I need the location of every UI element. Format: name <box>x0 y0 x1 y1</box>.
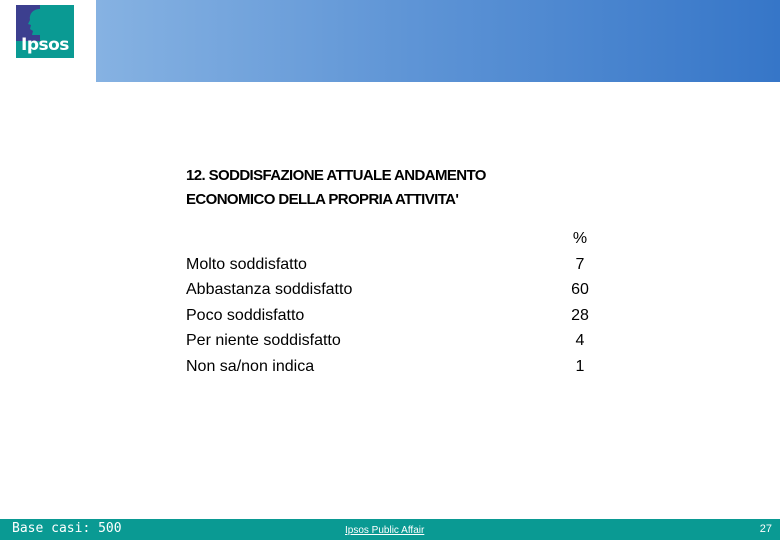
row-label: Abbastanza soddisfatto <box>186 281 353 299</box>
row-value: 7 <box>575 255 585 273</box>
ipsos-logo <box>16 5 74 58</box>
row-label: Poco soddisfatto <box>186 306 305 324</box>
row-label: Molto soddisfatto <box>186 255 307 273</box>
row-value: 60 <box>571 281 589 299</box>
question-title <box>186 164 606 212</box>
base-cases: Base casi: 500 <box>12 521 122 536</box>
table-row <box>186 252 600 278</box>
footer-bar <box>0 519 780 540</box>
table-row <box>186 303 600 329</box>
percent-column-header: % <box>572 230 588 247</box>
row-value: 28 <box>571 306 589 324</box>
table-header-row <box>186 226 600 252</box>
row-value: 1 <box>575 357 585 375</box>
header-banner <box>96 0 780 82</box>
row-value: 4 <box>575 332 585 350</box>
table-row <box>186 354 600 380</box>
table-row <box>186 278 600 304</box>
source-link[interactable]: Ipsos Public Affair <box>345 525 425 536</box>
logo-area <box>0 0 92 82</box>
results-table <box>186 226 600 380</box>
row-label: Non sa/non indica <box>186 357 315 375</box>
question-block <box>186 164 606 380</box>
question-title-line-2: ECONOMICO DELLA PROPRIA ATTIVITA' <box>186 191 459 208</box>
row-label: Per niente soddisfatto <box>186 332 341 350</box>
page-number: 27 <box>759 523 772 535</box>
logo-text: Ipsos <box>21 35 69 55</box>
question-title-line-1: 12. SODDISFAZIONE ATTUALE ANDAMENTO <box>186 167 486 184</box>
table-row <box>186 329 600 355</box>
